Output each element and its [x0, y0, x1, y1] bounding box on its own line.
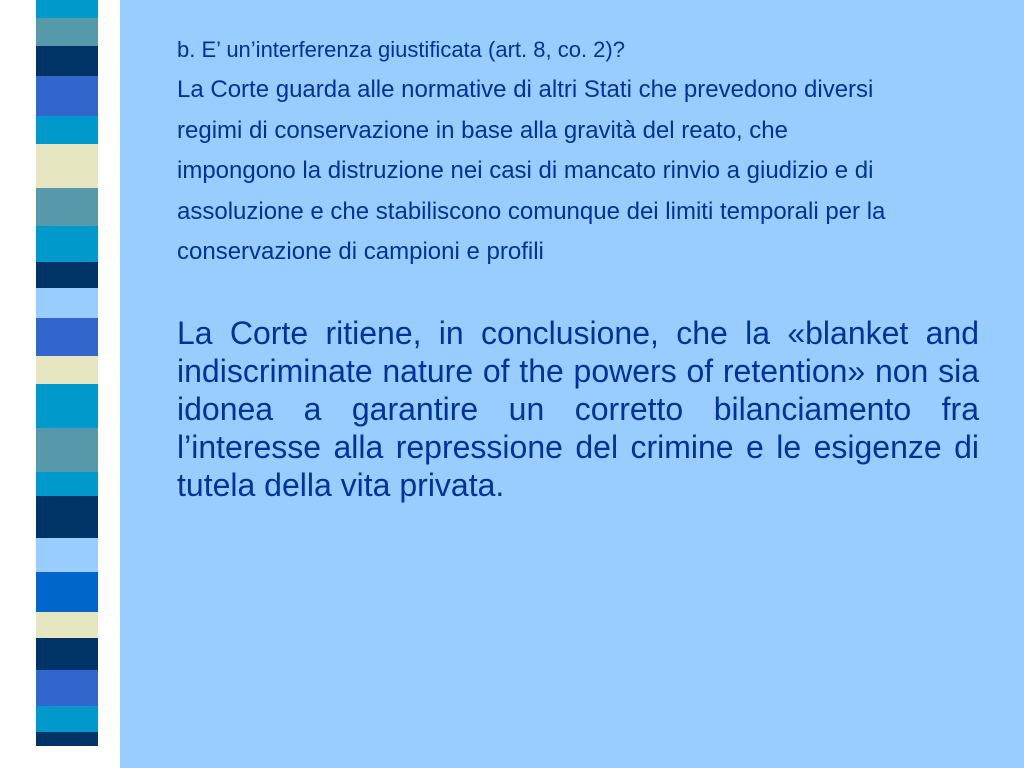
decorative-stripe: [36, 472, 98, 496]
decorative-stripe: [36, 732, 98, 746]
paragraph-comparative-analysis: La Corte guarda alle normative di altri Stati che prevedono diversi regimi di conservazione in base alla gravità del reato, che impongono la distruzione nei casi di mancato rinvio a giudizio e di assoluzione e che stabiliscono comunque dei limiti temporali per la conservazione di campioni e profili: [177, 76, 886, 265]
decorative-stripe: [36, 262, 98, 288]
decorative-stripe: [36, 428, 98, 472]
decorative-stripe: [36, 226, 98, 262]
decorative-stripe: [36, 318, 98, 356]
decorative-stripe: [36, 572, 98, 612]
decorative-stripe: [36, 144, 98, 188]
decorative-stripes: [36, 0, 98, 768]
decorative-stripe: [36, 496, 98, 538]
decorative-stripe: [36, 638, 98, 670]
decorative-stripe-band: [0, 0, 120, 768]
decorative-stripe: [36, 356, 98, 384]
decorative-stripe: [36, 188, 98, 226]
decorative-stripe: [36, 538, 98, 572]
decorative-stripe: [36, 116, 98, 144]
decorative-stripe: [36, 288, 98, 318]
slide-content: [177, 30, 979, 504]
decorative-stripe: [36, 76, 98, 116]
decorative-stripe: [36, 670, 98, 706]
slide-heading: b. E’ un’interferenza giustificata (art. 8, co. 2)?: [177, 37, 625, 62]
decorative-stripe: [36, 0, 98, 18]
decorative-stripe: [36, 384, 98, 428]
paragraph-conclusion: La Corte ritiene, in conclusione, che la «blanket and indiscriminate nature of the powers of retention» non sia idonea a garantire un corretto bilanciamento fra l’interesse alla repressione del crimine e le esigenze di tutela della vita privata.: [177, 314, 979, 503]
decorative-stripe: [36, 46, 98, 76]
decorative-stripe: [36, 612, 98, 638]
decorative-stripe: [36, 18, 98, 46]
decorative-stripe: [36, 706, 98, 732]
